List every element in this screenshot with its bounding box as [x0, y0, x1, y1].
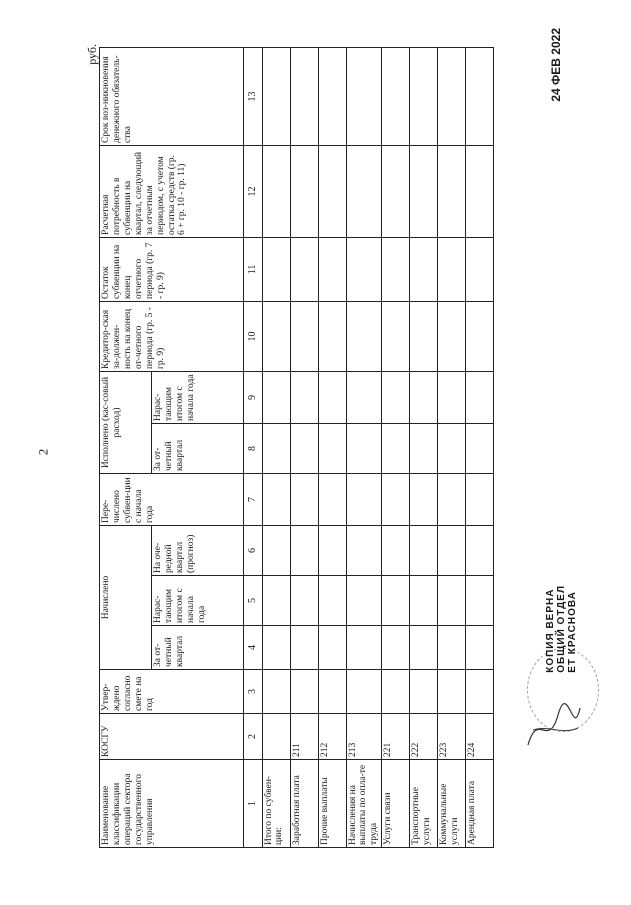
empty-cell	[382, 576, 410, 626]
empty-cell	[318, 525, 346, 575]
empty-cell	[382, 423, 410, 473]
header-accrued: Начислено	[100, 525, 152, 669]
empty-cell	[466, 473, 494, 525]
empty-cell	[410, 47, 438, 145]
row-code: 221	[382, 714, 410, 760]
empty-cell	[438, 301, 466, 371]
empty-cell	[318, 47, 346, 145]
empty-cell	[346, 47, 382, 145]
empty-cell	[382, 237, 410, 301]
empty-cell	[410, 670, 438, 714]
empty-cell	[438, 237, 466, 301]
empty-cell	[262, 626, 290, 670]
empty-cell	[382, 47, 410, 145]
page-number: 2	[35, 448, 51, 456]
empty-cell	[438, 145, 466, 237]
column-number: 10	[244, 301, 263, 371]
row-name: Начисления на выплаты по опла-те труда	[346, 760, 382, 848]
empty-cell	[410, 145, 438, 237]
empty-cell	[410, 525, 438, 575]
empty-cell	[290, 525, 318, 575]
column-number: 5	[244, 576, 263, 626]
stamp-line: ЕТ КРАСНОВА	[567, 591, 578, 673]
header-accrued-cumulative: Нарас-тающим итогом с начала года	[152, 576, 244, 626]
empty-cell	[262, 576, 290, 626]
empty-cell	[410, 371, 438, 423]
header-name: Наименование классификации операций сектора государственного управления	[100, 760, 244, 848]
row-name: Прочие выплаты	[318, 760, 346, 848]
empty-cell	[262, 423, 290, 473]
subsidy-report-table	[99, 47, 494, 848]
empty-cell	[466, 670, 494, 714]
row-name: Коммунальные услуги	[438, 760, 466, 848]
header-executed-cumulative: Нарас-тающим итогом с начала года	[152, 371, 244, 423]
row-name: Транспортные услуги	[410, 760, 438, 848]
column-number: 13	[244, 47, 263, 145]
row-code: 212	[318, 714, 346, 760]
row-code: 213	[346, 714, 382, 760]
empty-cell	[438, 525, 466, 575]
empty-cell	[410, 237, 438, 301]
empty-cell	[290, 670, 318, 714]
empty-cell	[346, 423, 382, 473]
empty-cell	[318, 576, 346, 626]
empty-cell	[466, 301, 494, 371]
table-row	[290, 47, 318, 847]
header-kosgu: КОСГУ	[100, 714, 244, 760]
empty-cell	[346, 301, 382, 371]
column-number: 9	[244, 371, 263, 423]
column-number: 7	[244, 473, 263, 525]
empty-cell	[290, 237, 318, 301]
empty-cell	[290, 423, 318, 473]
empty-cell	[262, 473, 290, 525]
empty-cell	[290, 145, 318, 237]
signature-mark	[523, 700, 583, 755]
header-transferred: Пере-числено субвен-ции с начала года	[100, 473, 244, 525]
empty-cell	[346, 371, 382, 423]
column-number: 2	[244, 714, 263, 760]
empty-cell	[290, 47, 318, 145]
empty-cell	[262, 47, 290, 145]
copy-certified-stamp	[545, 585, 623, 673]
empty-cell	[262, 145, 290, 237]
empty-cell	[346, 145, 382, 237]
column-number: 1	[244, 760, 263, 848]
header-executed: Исполнено (кас-совый расход)	[100, 371, 152, 473]
empty-cell	[346, 237, 382, 301]
empty-cell	[290, 371, 318, 423]
empty-cell	[466, 576, 494, 626]
header-approved: Утвер-ждено согласно смете на год	[100, 670, 244, 714]
empty-cell	[290, 626, 318, 670]
header-payables: Кредитор-ская за-должен-ность на конец от-четного периода (гр. 5 - гр. 9)	[100, 301, 244, 371]
table-row	[438, 47, 466, 847]
empty-cell	[410, 576, 438, 626]
empty-cell	[290, 576, 318, 626]
empty-cell	[410, 626, 438, 670]
column-number: 3	[244, 670, 263, 714]
empty-cell	[290, 473, 318, 525]
empty-cell	[382, 670, 410, 714]
table-row	[382, 47, 410, 847]
empty-cell	[318, 237, 346, 301]
empty-cell	[466, 237, 494, 301]
stamp-date: 24 ФЕВ 2022	[549, 28, 563, 102]
empty-cell	[410, 473, 438, 525]
empty-cell	[466, 525, 494, 575]
row-name: Услуги связи	[382, 760, 410, 848]
empty-cell	[466, 423, 494, 473]
column-number: 11	[244, 237, 263, 301]
currency-unit: руб.	[85, 44, 99, 65]
table-body	[262, 47, 494, 847]
row-code: 224	[466, 714, 494, 760]
column-number: 12	[244, 145, 263, 237]
empty-cell	[438, 473, 466, 525]
empty-cell	[318, 423, 346, 473]
empty-cell	[410, 423, 438, 473]
empty-cell	[438, 423, 466, 473]
row-name: Арендная плата	[466, 760, 494, 848]
row-code: 222	[410, 714, 438, 760]
table-row	[318, 47, 346, 847]
empty-cell	[382, 473, 410, 525]
empty-cell	[318, 371, 346, 423]
table-row	[466, 47, 494, 847]
column-number: 4	[244, 626, 263, 670]
column-number: 6	[244, 525, 263, 575]
empty-cell	[382, 626, 410, 670]
empty-cell	[318, 670, 346, 714]
row-code: 211	[290, 714, 318, 760]
empty-cell	[318, 473, 346, 525]
table-row	[410, 47, 438, 847]
header-accrued-quarter: За от-четный квартал	[152, 626, 244, 670]
header-deadline: Срок воз-никновения денежного обязатель-ства	[100, 47, 244, 145]
empty-cell	[346, 525, 382, 575]
table-row	[346, 47, 382, 847]
empty-cell	[466, 47, 494, 145]
empty-cell	[262, 670, 290, 714]
empty-cell	[382, 301, 410, 371]
header-remainder: Остаток субвенции на конец отчетного периода (гр. 7 - гр. 9)	[100, 237, 244, 301]
empty-cell	[346, 473, 382, 525]
stamp-line: ОБЩИЙ ОТДЕЛ	[556, 585, 567, 673]
column-number-row	[244, 47, 263, 847]
empty-cell	[466, 371, 494, 423]
empty-cell	[410, 301, 438, 371]
empty-cell	[318, 145, 346, 237]
empty-cell	[346, 670, 382, 714]
empty-cell	[318, 301, 346, 371]
empty-cell	[382, 145, 410, 237]
empty-cell	[262, 237, 290, 301]
header-executed-quarter: За от-четный квартал	[152, 423, 244, 473]
row-code	[262, 714, 290, 760]
row-name: Заработная плата	[290, 760, 318, 848]
empty-cell	[382, 371, 410, 423]
empty-cell	[346, 626, 382, 670]
empty-cell	[262, 301, 290, 371]
empty-cell	[466, 145, 494, 237]
row-name: Итого по субвен-ции:	[262, 760, 290, 848]
empty-cell	[382, 525, 410, 575]
empty-cell	[438, 670, 466, 714]
table-row	[262, 47, 290, 847]
header-accrued-next: На оче-редной квартал (прогноз)	[152, 525, 244, 575]
empty-cell	[262, 525, 290, 575]
empty-cell	[346, 576, 382, 626]
empty-cell	[438, 576, 466, 626]
empty-cell	[290, 301, 318, 371]
header-need: Расчетная потребность в субвенции на квартал, следующий за отчетным периодом, с учетом остатка средств (гр. 6 + гр. 10 - гр. 11)	[100, 145, 244, 237]
empty-cell	[466, 626, 494, 670]
column-number: 8	[244, 423, 263, 473]
empty-cell	[262, 371, 290, 423]
stamp-line: КОПИЯ ВЕРНА	[545, 588, 556, 673]
empty-cell	[438, 47, 466, 145]
empty-cell	[318, 626, 346, 670]
row-code: 223	[438, 714, 466, 760]
empty-cell	[438, 626, 466, 670]
empty-cell	[438, 371, 466, 423]
